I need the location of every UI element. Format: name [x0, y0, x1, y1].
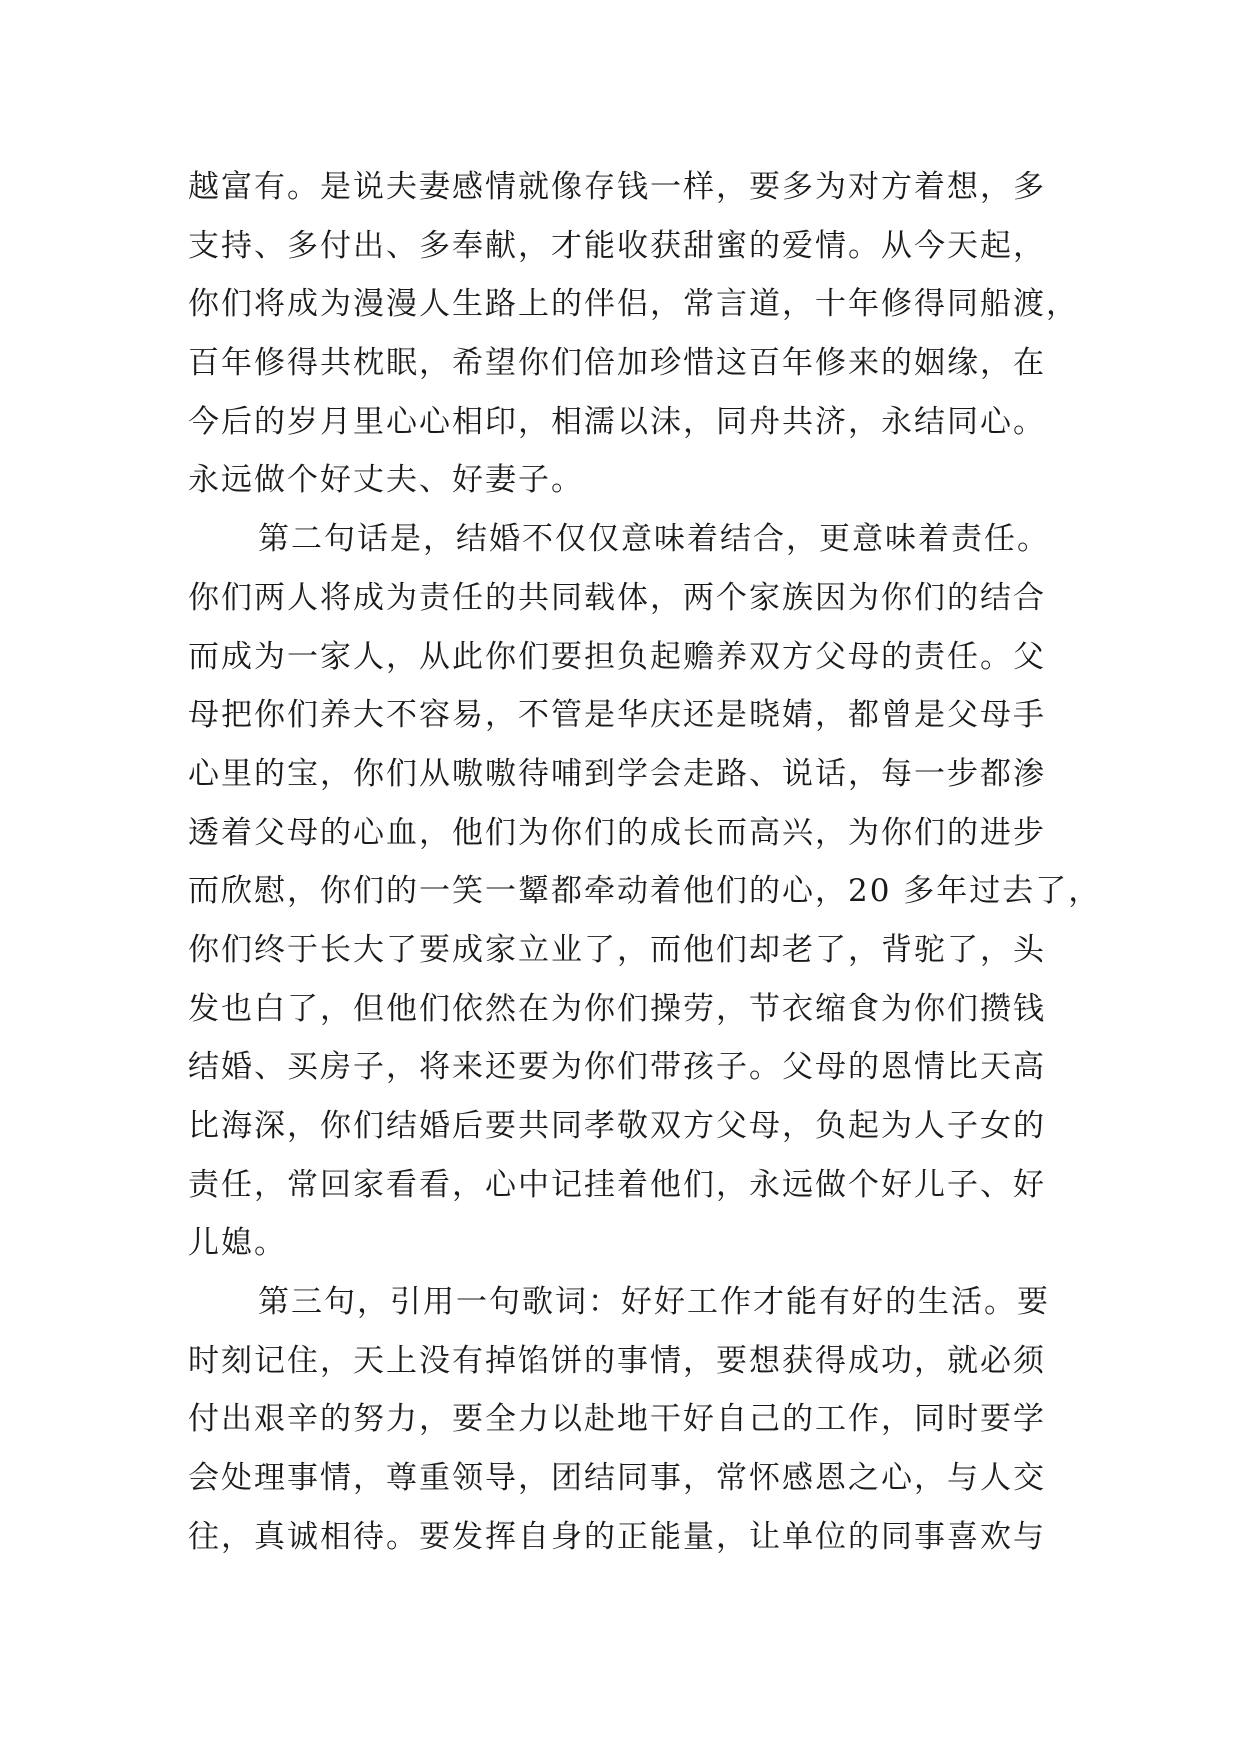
body-text — [188, 158, 1102, 1567]
text-line: 而欣慰，你们的一笑一颦都牵动着他们的心，20 多年过去了， — [188, 873, 1102, 910]
text-line: 透着父母的心血，他们为你们的成长而高兴，为你们的进步 — [188, 814, 1046, 851]
text-line: 越富有。是说夫妻感情就像存钱一样，要多为对方着想，多 — [188, 169, 1046, 205]
paragraph-start-line: 第二句话是，结婚不仅仅意味着结合，更意味着责任。 — [258, 521, 1050, 558]
text-line: 百年修得共枕眠，希望你们倍加珍惜这百年修来的姻缘，在 — [188, 345, 1046, 382]
text-line: 往，真诚相待。要发挥自身的正能量，让单位的同事喜欢与 — [188, 1518, 1046, 1555]
text-line: 会处理事情，尊重领导，团结同事，常怀感恩之心，与人交 — [188, 1460, 1046, 1497]
paragraph-start-line: 第三句，引用一句歌词：好好工作才能有好的生活。要 — [258, 1284, 1050, 1321]
text-line: 支持、多付出、多奉献，才能收获甜蜜的爱情。从今天起， — [188, 227, 1046, 264]
text-line: 付出艰辛的努力，要全力以赴地干好自己的工作，同时要学 — [188, 1401, 1046, 1438]
text-line: 责任，常回家看看，心中记挂着他们，永远做个好儿子、好 — [188, 1166, 1046, 1203]
text-line: 你们将成为漫漫人生路上的伴侣，常言道，十年修得同船渡， — [188, 286, 1079, 323]
text-line: 而成为一家人，从此你们要担负起赡养双方父母的责任。父 — [188, 638, 1046, 675]
text-line: 永远做个好丈夫、好妻子。 — [188, 462, 584, 499]
text-line: 发也白了，但他们依然在为你们操劳，节衣缩食为你们攒钱 — [188, 990, 1046, 1027]
text-line: 心里的宝，你们从嗷嗷待哺到学会走路、说话，每一步都渗 — [188, 755, 1046, 792]
text-line: 时刻记住，天上没有掉馅饼的事情，要想获得成功，就必须 — [188, 1342, 1046, 1379]
text-line: 母把你们养大不容易，不管是华庆还是晓婧，都曾是父母手 — [188, 697, 1046, 734]
text-line: 你们终于长大了要成家立业了，而他们却老了，背驼了，头 — [188, 931, 1046, 968]
text-line: 儿媳。 — [188, 1225, 287, 1262]
text-line: 结婚、买房子，将来还要为你们带孩子。父母的恩情比天高 — [188, 1049, 1046, 1086]
text-line: 今后的岁月里心心相印，相濡以沫，同舟共济，永结同心。 — [188, 403, 1046, 440]
text-line: 比海深，你们结婚后要共同孝敬双方父母，负起为人子女的 — [188, 1108, 1046, 1144]
text-line: 你们两人将成为责任的共同载体，两个家族因为你们的结合 — [188, 579, 1046, 616]
